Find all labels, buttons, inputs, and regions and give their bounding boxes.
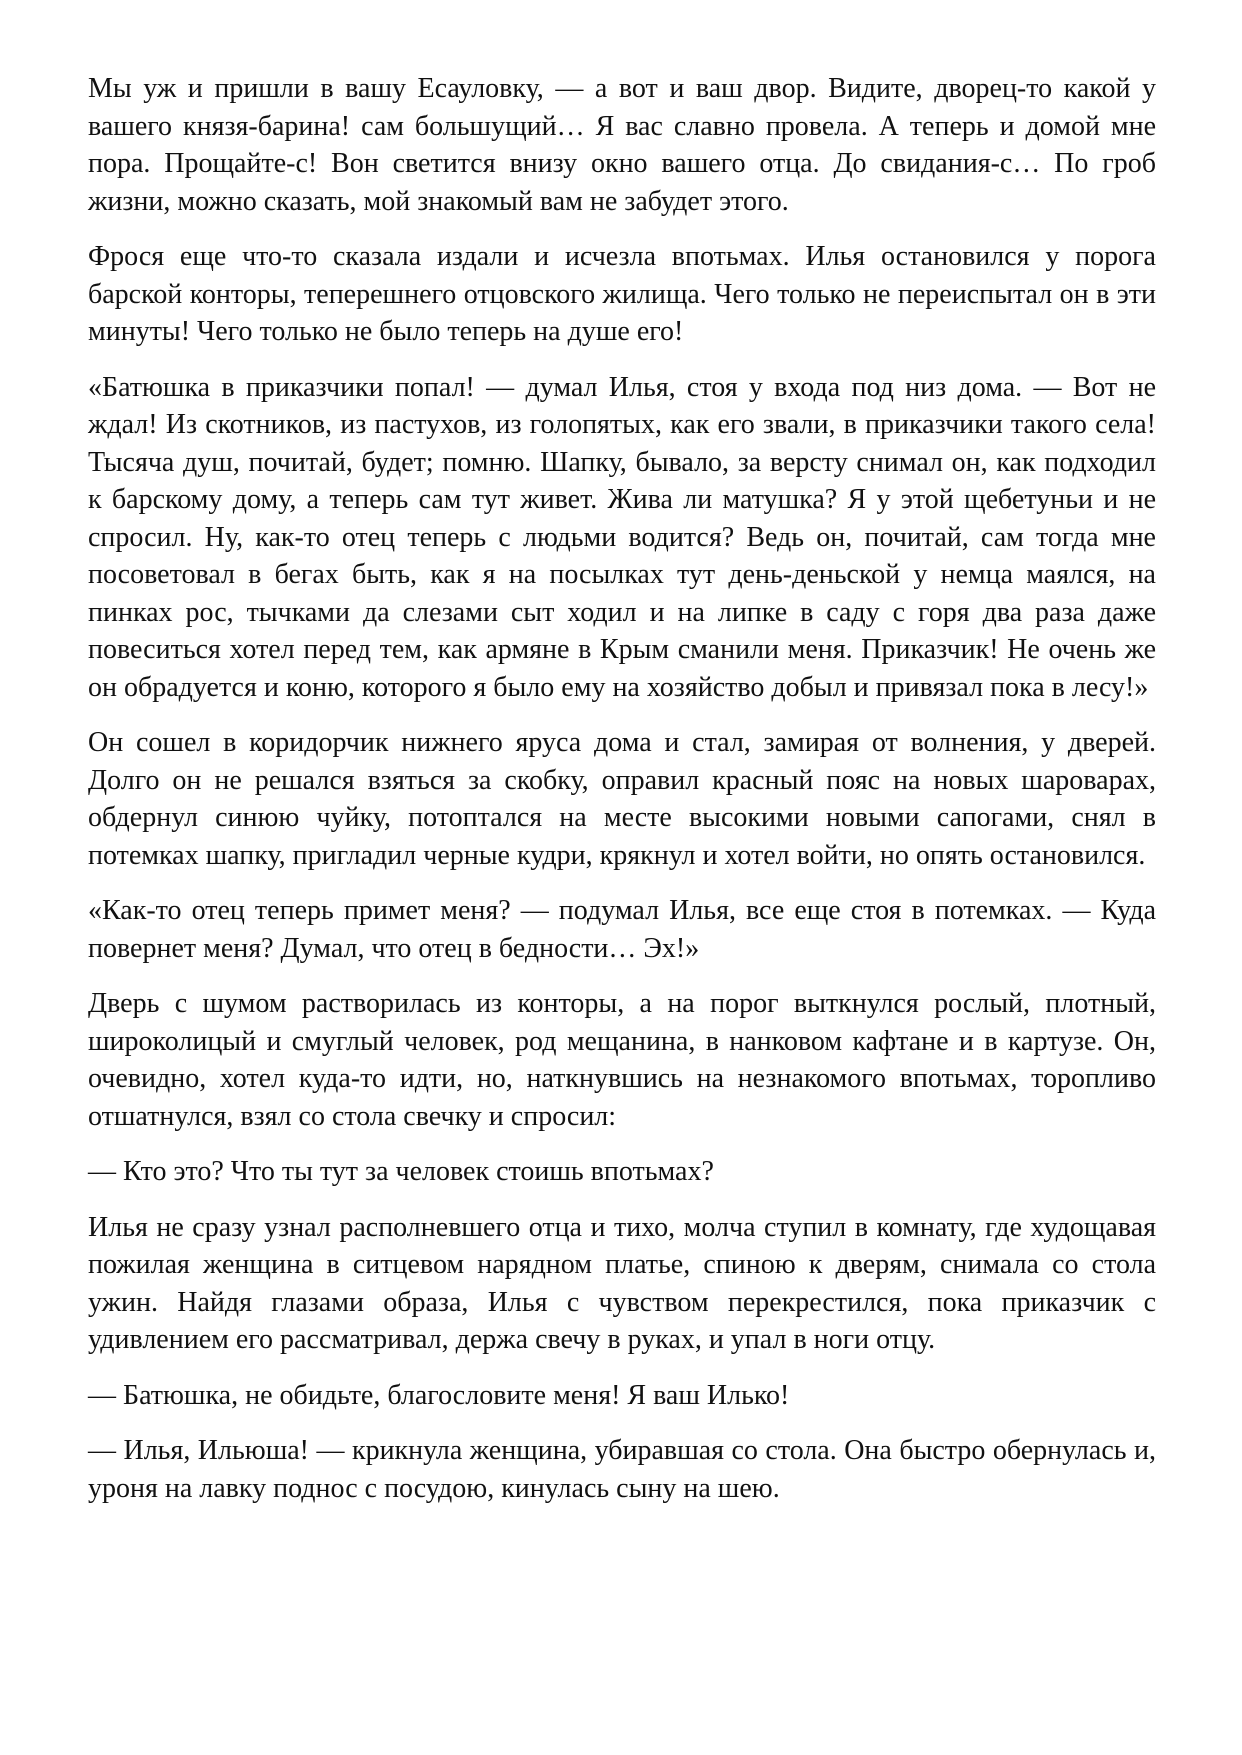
paragraph-2: Фрося еще что-то сказала издали и исчезла впотьмах. Илья остановился у порога барской конторы, теперешнего отцовского жилища. Чего только не переиспытал он в эти минуты! Чего только не было теперь на душе его! [88, 241, 1156, 347]
paragraph-5: «Как-то отец теперь примет меня? — подумал Илья, все еще стоя в потемках. — Куда повернет меня? Думал, что отец в бедности… Эх!» [88, 895, 1156, 964]
paragraph-10: — Илья, Ильюша! — крикнула женщина, убиравшая со стола. Она быстро обернулась и, уроня на лавку поднос с посудою, кинулась сыну на шею. [88, 1435, 1156, 1504]
paragraph-7: — Кто это? Что ты тут за человек стоишь впотьмах? [88, 1156, 714, 1187]
document-page [88, 70, 1156, 1525]
paragraph-9: — Батюшка, не обидьте, благословите меня! Я ваш Илько! [88, 1379, 790, 1411]
paragraph-8: Илья не сразу узнал располневшего отца и тихо, молча ступил в комнату, где худощавая пожилая женщина в ситцевом нарядном платье, спиною к дверям, снимала со стола ужин. Найдя глазами образа, Илья с чувством перекрестился, пока приказчик с удивлением его рассматривал, держа свечу в руках, и упал в ноги отцу. [88, 1211, 1156, 1355]
paragraph-6: Дверь с шумом растворилась из конторы, а на порог выткнулся рослый, плотный, широколицый и смуглый человек, род мещанина, в нанковом кафтане и в картузе. Он, очевидно, хотел куда-то идти, но, наткнувшись на незнакомого впотьмах, торопливо отшатнулся, взял со стола свечку и спросил: [88, 988, 1156, 1132]
paragraph-3: «Батюшка в приказчики попал! — думал Илья, стоя у входа под низ дома. — Вот не ждал! Из скотников, из пастухов, из голопятых, как его звали, в приказчики такого села! Тысяча душ, почитай, будет; помню. Шапку, бывало, за версту снимал он, как подходил к барскому дому, а теперь сам тут живет. Жива ли матушка? Я у этой щебетуньи и не спросил. Ну, как-то отец теперь с людьми водится? Ведь он, почитай, сам тогда мне посоветовал в бегах быть, как я на посылках тут день-деньской у немца маялся, на пинках рос, тычками да слезами сыт ходил и на липке в саду с горя два раза даже повеситься хотел перед тем, как армяне в Крым сманили меня. Приказчик! Не очень же он обрадуется и коню, которого я было ему на хозяйство добыл и привязал пока в лесу!» [88, 371, 1156, 703]
paragraph-1: Мы уж и пришли в вашу Есауловку, — а вот и ваш двор. Видите, дворец-то какой у вашего князя-барина! сам большущий… Я вас славно провела. А теперь и домой мне пора. Прощайте-с! Вон светится внизу окно вашего отца. До свидания-с… По гроб жизни, можно сказать, мой знакомый вам не забудет этого. [88, 73, 1156, 217]
paragraph-4: Он сошел в коридорчик нижнего яруса дома и стал, замирая от волнения, у дверей. Долго он не решался взяться за скобку, оправил красный пояс на новых шароварах, обдернул синюю чуйку, потоптался на месте высокими новыми сапогами, снял в потемках шапку, пригладил черные кудри, крякнул и хотел войти, но опять остановился. [88, 727, 1156, 871]
